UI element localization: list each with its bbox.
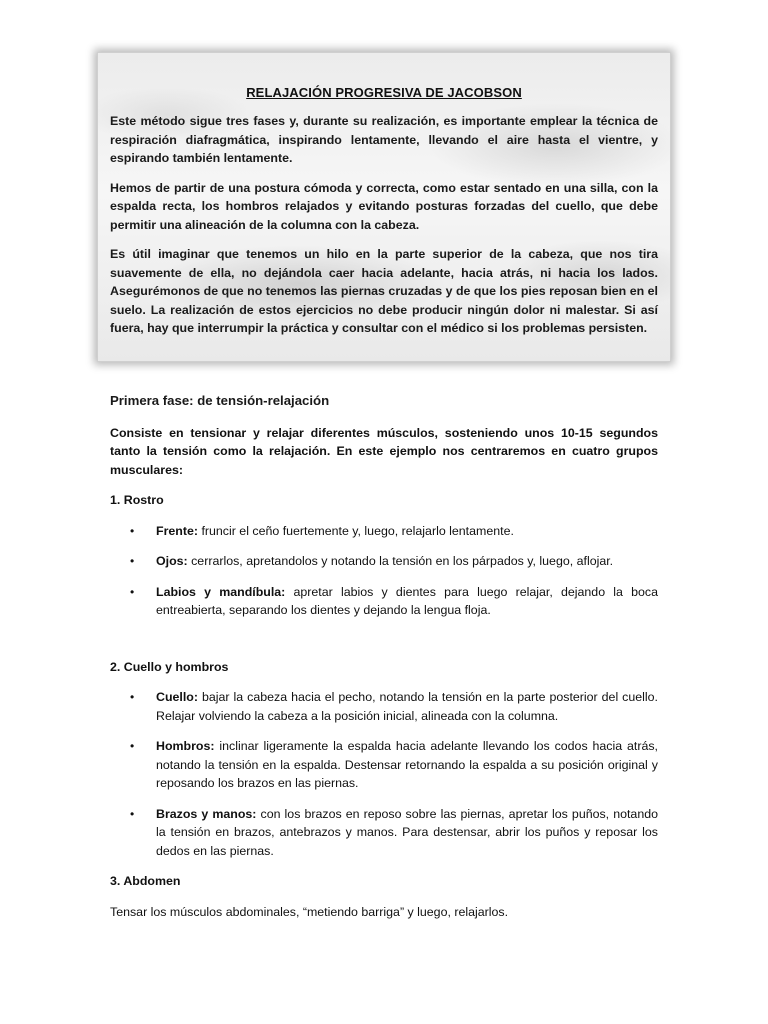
group-heading-cuello: 2. Cuello y hombros xyxy=(110,659,229,674)
intro-paragraph: Es útil imaginar que tenemos un hilo en la parte superior de la cabeza, que nos tira suavemente de ella, no dejándola caer hacia adelante, hacia atrás, ni hacia los lados. Asegurémonos de que no tenemos las piernas cruzadas y de que los pies reposan bien en el suelo. La realización de estos ejercicios no debe producir ningún dolor ni malestar. Si así fuera, hay que interrumpir la práctica y consultar con el médico si los problemas persisten. xyxy=(110,247,658,335)
item-desc: inclinar ligeramente la espalda hacia adelante llevando los codos hacia atrás, notando la tensión en la espalda. Destensar retornando la espalda a su posición original y reposando los brazos en las piernas. xyxy=(156,739,658,790)
item-desc: apretar labios y dientes para luego relajar, dejando la boca entreabierta, separando los dientes y dejando la lengua floja. xyxy=(156,584,658,617)
abdomen-text: Tensar los músculos abdominales, “metiendo barriga” y luego, relajarlos. xyxy=(110,904,509,919)
item-term: Cuello: xyxy=(156,690,198,704)
item-desc: bajar la cabeza hacia el pecho, notando la tensión en la parte posterior del cuello. Relajar volviendo la cabeza a la posición inicial, alineada con la columna. xyxy=(156,690,658,723)
item-term: Labios y mandíbula: xyxy=(156,584,286,599)
intro-paragraph: Este método sigue tres fases y, durante su realización, es importante emplear la técnica de respiración diafragmática, inspirando lentamente, llevando el aire hasta el vientre, y espirando también lentamente. xyxy=(110,114,658,165)
spacer xyxy=(110,632,658,658)
list-item xyxy=(110,805,658,861)
list-item xyxy=(110,522,658,541)
item-term: Hombros: xyxy=(156,739,215,753)
list-item xyxy=(110,737,658,793)
list-item xyxy=(110,583,658,620)
section-intro: Consiste en tensionar y relajar diferentes músculos, sosteniendo unos 10-15 segundos tanto la tensión como la relajación. En este ejemplo nos centraremos en cuatro grupos musculares: xyxy=(110,425,658,477)
item-term: Ojos: xyxy=(156,554,188,568)
group-heading-abdomen: 3. Abdomen xyxy=(110,874,181,888)
bullet-icon: • xyxy=(130,523,135,538)
item-term: Brazos y manos: xyxy=(156,806,257,821)
intro-paragraph: Hemos de partir de una postura cómoda y correcta, como estar sentado en una silla, con la espalda recta, los hombros relajados y evitando posturas forzadas del cuello, que debe permitir una alineación de la columna con la cabeza. xyxy=(110,180,658,232)
list-item xyxy=(110,688,658,725)
group-heading-rostro: 1. Rostro xyxy=(110,493,164,507)
intro-title: RELAJACIÓN PROGRESIVA DE JACOBSON xyxy=(246,85,522,100)
bullet-icon: • xyxy=(130,739,135,753)
bullet-icon: • xyxy=(130,584,135,599)
bullet-icon: • xyxy=(130,806,135,821)
main-content xyxy=(110,392,658,933)
bullet-list-rostro xyxy=(110,522,658,620)
bullet-list-cuello xyxy=(110,688,658,860)
bullet-icon: • xyxy=(130,690,135,704)
item-desc: fruncir el ceño fuertemente y, luego, relajarlo lentamente. xyxy=(198,523,514,538)
item-desc: con los brazos en reposo sobre las piernas, apretar los puños, notando la tensión en brazos, antebrazos y manos. Para destensar, abrir los puños y reposar los dedos en las piernas. xyxy=(156,806,658,858)
bullet-icon: • xyxy=(130,554,135,568)
item-term: Frente: xyxy=(156,523,198,538)
list-item xyxy=(110,552,658,571)
item-desc: cerrarlos, apretandolos y notando la tensión en los párpados y, luego, aflojar. xyxy=(187,554,614,568)
intro-box xyxy=(97,52,671,362)
section-heading: Primera fase: de tensión-relajación xyxy=(110,393,330,408)
